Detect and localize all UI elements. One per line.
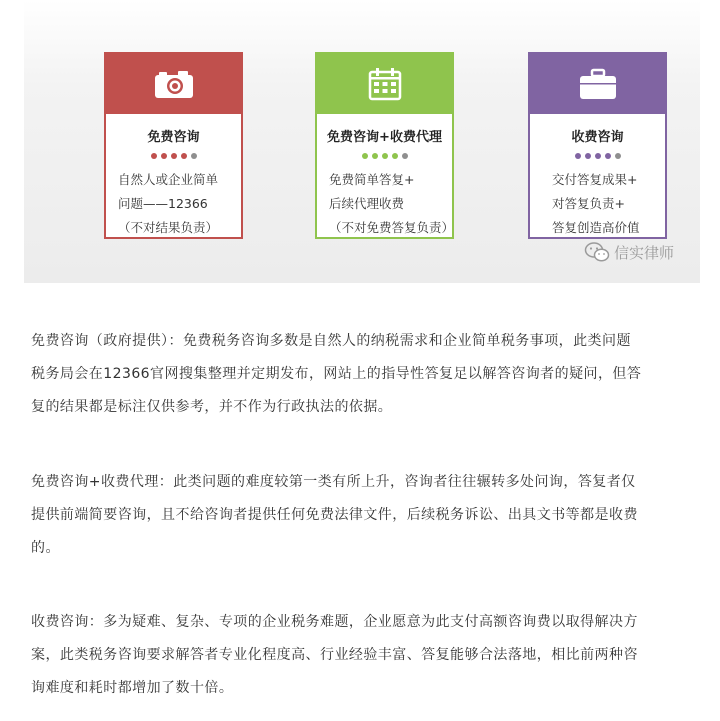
paragraph-line: 的。 [31,540,60,556]
rating-dot [605,153,611,159]
wechat-icon [584,241,610,263]
paragraph-line: 案，此类税务咨询要求解答者专业化程度高、行业经验丰富、答复能够合法落地，相比前两种咨 [31,647,638,663]
rating-dot [392,153,398,159]
paragraph-line: 提供前端简要咨询，且不给咨询者提供任何免费法律文件，后续税务诉讼、出具文书等都是收费 [31,507,638,523]
rating-dot [362,153,368,159]
card-line: 答复创造高价值 [552,220,640,235]
card-line: 对答复负责+ [552,196,625,211]
rating-dot [372,153,378,159]
rating-dot [171,153,177,159]
card-line: 交付答复成果+ [552,172,638,187]
card-title: 免费咨询+收费代理 [327,130,442,145]
rating-dot [181,153,187,159]
rating-dot [161,153,167,159]
card-line: 问题——12366 [118,196,208,211]
card-title: 收费咨询 [571,130,624,145]
paragraph-line: 免费咨询（政府提供）：免费税务咨询多数是自然人的纳税需求和企业简单税务事项，此类问题 [31,333,631,349]
card-free-plus-paid-agency [315,52,454,239]
briefcase-icon [579,68,617,100]
rating-dot [595,153,601,159]
rating-dot [382,153,388,159]
paragraph-line: 免费咨询+收费代理：此类问题的难度较第一类有所上升，咨询者往往辗转多处问询，答复者仅 [31,474,636,490]
card-line: 后续代理收费 [329,196,405,211]
card-lines [530,168,665,240]
watermark-text: 信实律师 [614,243,675,262]
watermark [584,240,674,264]
paragraph-line: 税务局会在12366官网搜集整理并定期发布，网站上的指导性答复足以解答咨询者的疑问，但答 [31,366,642,382]
paragraph-line: 收费咨询：多为疑难、复杂、专项的企业税务难题，企业愿意为此支付高额咨询费以取得解决方 [31,614,638,630]
rating-dot [151,153,157,159]
rating-dot-empty [402,153,408,159]
card-line: （不对结果负责） [118,220,219,235]
paragraph-line: 询难度和耗时都增加了数十倍。 [31,680,234,696]
paragraph-free-plus-paid-agency [31,466,693,565]
card-line: 免费简单答复+ [329,172,415,187]
paragraph-free-consultation [31,325,693,424]
rating-dots [317,150,452,160]
card-lines [317,168,455,240]
rating-dot-empty [615,153,621,159]
card-line: （不对免费答复负责） [329,220,455,235]
card-header [106,54,241,114]
paragraph-line: 复的结果都是标注仅供参考，并不作为行政执法的依据。 [31,399,393,415]
camera-icon [154,69,194,99]
card-title: 免费咨询 [147,130,200,145]
rating-dot-empty [191,153,197,159]
calendar-icon [368,67,402,101]
card-lines [106,168,241,240]
card-paid-consultation [528,52,667,239]
rating-dots [106,150,241,160]
card-free-consultation [104,52,243,239]
rating-dot [575,153,581,159]
card-header [317,54,452,114]
rating-dot [585,153,591,159]
card-header [530,54,665,114]
rating-dots [530,150,665,160]
paragraph-paid-consultation [31,606,693,705]
card-line: 自然人或企业简单 [118,172,219,187]
